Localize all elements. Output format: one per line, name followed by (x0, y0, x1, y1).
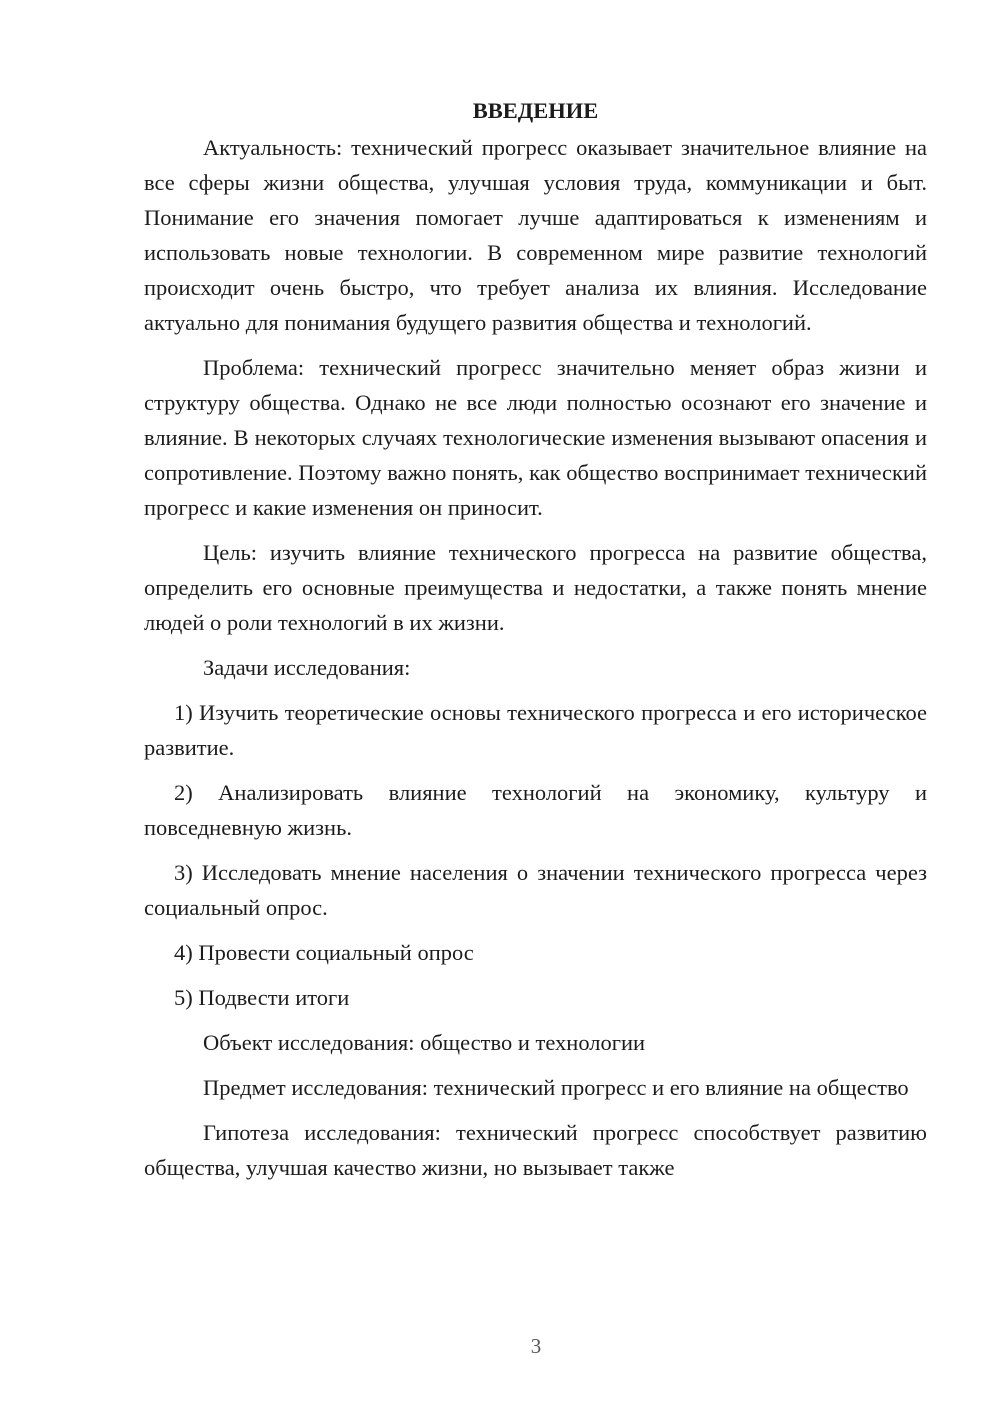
subject-paragraph: Предмет исследования: технический прогресс и его влияние на общество (203, 1075, 909, 1100)
task-item-4: 4) Провести социальный опрос (174, 940, 474, 965)
tasks-heading: Задачи исследования: (203, 655, 411, 680)
task-item-1: 1) Изучить теоретические основы технического прогресса и его историческое развитие. (144, 700, 927, 760)
task-item-3: 3) Исследовать мнение населения о значении технического прогресса через социальный опрос. (144, 860, 927, 920)
goal-paragraph: Цель: изучить влияние технического прогресса на развитие общества, определить его основные преимущества и недостатки, а также понять мнение людей о роли технологий в их жизни. (144, 540, 927, 635)
problem-paragraph: Проблема: технический прогресс значительно меняет образ жизни и структуру общества. Однако не все люди полностью осознают его значение и влияние. В некоторых случаях технологические изменения вызывают опасения и сопротивление. Поэтому важно понять, как общество воспринимает технический прогресс и какие изменения он приносит. (144, 355, 927, 520)
task-item-2: 2) Анализировать влияние технологий на экономику, культуру и повседневную жизнь. (144, 780, 927, 840)
task-item-5: 5) Подвести итоги (174, 985, 350, 1010)
page-number: 3 (530, 1334, 542, 1358)
section-title: ВВЕДЕНИЕ (472, 98, 599, 123)
object-paragraph: Объект исследования: общество и технологии (203, 1030, 646, 1055)
hypothesis-paragraph: Гипотеза исследования: технический прогресс способствует развитию общества, улучшая качество жизни, но вызывает также (144, 1120, 927, 1180)
relevance-paragraph: Актуальность: технический прогресс оказывает значительное влияние на все сферы жизни общества, улучшая условия труда, коммуникации и быт. Понимание его значения помогает лучше адаптироваться к изменениям и использовать новые технологии. В современном мире развитие технологий происходит очень быстро, что требует анализа их влияния. Исследование актуально для понимания будущего развития общества и технологий. (144, 135, 927, 335)
document-body (144, 96, 927, 1195)
